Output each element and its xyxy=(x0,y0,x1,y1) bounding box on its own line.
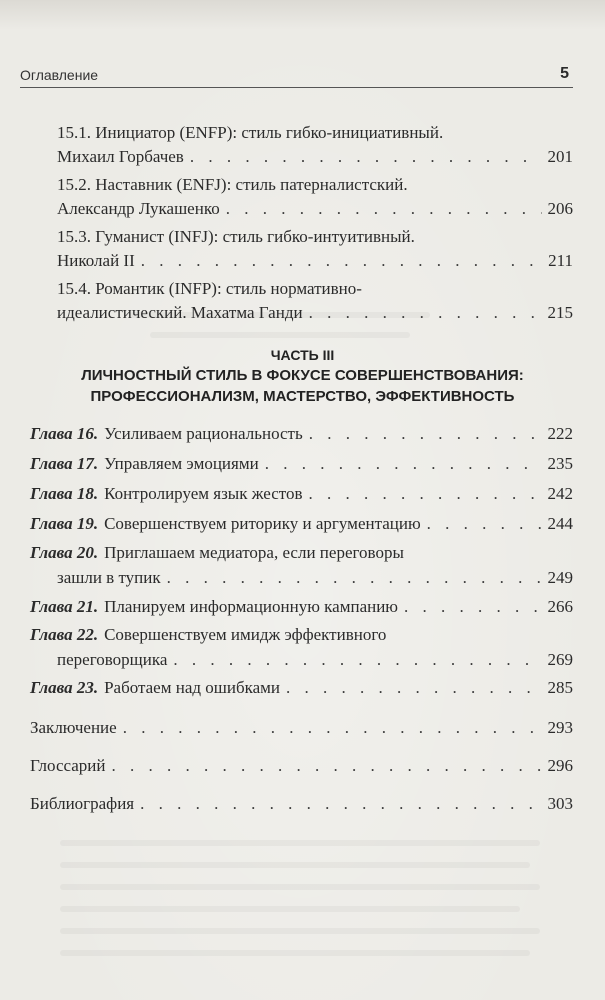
toc-page-number: 293 xyxy=(547,718,573,737)
toc-leader-dots xyxy=(140,792,541,816)
toc-page-number: 266 xyxy=(547,597,573,616)
toc-leader-dots xyxy=(265,452,542,476)
backmatter-title: Глоссарий xyxy=(30,756,106,775)
toc-page-number: 242 xyxy=(547,484,573,503)
toc-backmatter-entry[interactable] xyxy=(30,792,573,816)
toc-page-number: 303 xyxy=(547,794,573,813)
toc-chapter-entry[interactable] xyxy=(30,676,573,700)
toc-chapter-entry[interactable] xyxy=(30,595,573,619)
toc-page-number: 244 xyxy=(547,514,573,533)
toc-entry-title: Михаил Горбачев xyxy=(57,147,184,166)
toc-leader-dots xyxy=(309,482,542,506)
chapter-title: Контролируем язык жестов xyxy=(104,484,303,503)
chapter-label: Глава 20. xyxy=(30,543,99,562)
chapter-label: Глава 21. xyxy=(30,597,99,616)
toc-leader-dots xyxy=(404,595,541,619)
show-through-text xyxy=(60,950,530,956)
toc-entry-title: Николай II xyxy=(57,251,135,270)
header-section-title: Оглавление xyxy=(20,67,99,83)
toc-page-number: 285 xyxy=(547,678,573,697)
toc-chapter-entry[interactable] xyxy=(30,452,573,476)
chapter-title: Совершенствуем риторику и аргументацию xyxy=(104,514,421,533)
toc-page-number: 211 xyxy=(548,251,573,270)
page-top-shadow xyxy=(0,0,605,30)
toc-page-number: 206 xyxy=(547,199,573,218)
chapter-title: Работаем над ошибками xyxy=(104,678,281,697)
toc-leader-dots xyxy=(190,145,542,169)
toc-entry[interactable] xyxy=(57,197,573,221)
toc-section-title: 15.1. Инициатор (ENFP): стиль гибко-инициативный. xyxy=(57,123,444,142)
chapter-label: Глава 22. xyxy=(30,625,99,644)
toc-leader-dots xyxy=(226,197,542,221)
toc-entry[interactable] xyxy=(57,301,573,325)
toc-leader-dots xyxy=(141,249,542,273)
chapter-label: Глава 23. xyxy=(30,678,99,697)
part-title: ЛИЧНОСТНЫЙ СТИЛЬ В ФОКУСЕ СОВЕРШЕНСТВОВАНИЯ: xyxy=(81,367,524,384)
toc-page-number: 269 xyxy=(547,650,573,669)
toc-page-number: 201 xyxy=(547,147,573,166)
chapter-title-first-line xyxy=(30,623,386,647)
toc-chapter-entry[interactable] xyxy=(57,566,573,590)
show-through-text xyxy=(60,862,530,868)
chapter-title: Управляем эмоциями xyxy=(104,454,259,473)
toc-leader-dots xyxy=(286,676,541,700)
show-through-text xyxy=(60,840,540,846)
toc-page-number: 249 xyxy=(547,568,573,587)
toc-entry-title: идеалистический. Махатма Ганди xyxy=(57,303,303,322)
part-title: ПРОФЕССИОНАЛИЗМ, МАСТЕРСТВО, ЭФФЕКТИВНОСТЬ xyxy=(90,388,515,405)
header-rule xyxy=(20,87,573,88)
toc-section-title: 15.2. Наставник (ENFJ): стиль патерналистский. xyxy=(57,175,408,194)
toc-page-number: 235 xyxy=(547,454,573,473)
toc-backmatter-entry[interactable] xyxy=(30,716,573,740)
toc-leader-dots xyxy=(123,716,542,740)
toc-section-title: 15.3. Гуманист (INFJ): стиль гибко-интуитивный. xyxy=(57,227,415,246)
show-through-text xyxy=(60,928,540,934)
chapter-title-continued: зашли в тупик xyxy=(57,568,161,587)
toc-leader-dots xyxy=(309,422,542,446)
chapter-label: Глава 17. xyxy=(30,454,99,473)
toc-chapter-entry[interactable] xyxy=(57,648,573,672)
backmatter-title: Заключение xyxy=(30,718,117,737)
toc-leader-dots xyxy=(167,566,542,590)
header-page-number: 5 xyxy=(560,65,569,82)
show-through-text xyxy=(150,332,410,338)
show-through-text xyxy=(60,906,520,912)
toc-chapter-entry[interactable] xyxy=(30,512,573,536)
toc-page-number: 296 xyxy=(547,756,573,775)
toc-backmatter-entry[interactable] xyxy=(30,754,573,778)
chapter-title: Усиливаем рациональность xyxy=(104,424,303,443)
toc-section-title: 15.4. Романтик (INFP): стиль нормативно- xyxy=(57,279,362,298)
toc-page-number: 215 xyxy=(547,303,573,322)
toc-chapter-entry[interactable] xyxy=(30,482,573,506)
chapter-label: Глава 18. xyxy=(30,484,99,503)
chapter-title-first-line xyxy=(30,541,404,565)
toc-leader-dots xyxy=(173,648,541,672)
toc-page-number: 222 xyxy=(547,424,573,443)
backmatter-title: Библиография xyxy=(30,794,135,813)
toc-entry[interactable] xyxy=(57,145,573,169)
chapter-label: Глава 16. xyxy=(30,424,99,443)
toc-entry[interactable] xyxy=(57,249,573,273)
chapter-title-continued: переговорщика xyxy=(57,650,168,669)
toc-leader-dots xyxy=(427,512,542,536)
chapter-title: Приглашаем медиатора, если переговоры xyxy=(104,543,404,562)
chapter-label: Глава 19. xyxy=(30,514,99,533)
toc-leader-dots xyxy=(309,301,542,325)
running-header xyxy=(20,63,573,87)
part-number: ЧАСТЬ III xyxy=(270,347,335,363)
chapter-title: Совершенствуем имидж эффективного xyxy=(104,625,387,644)
chapter-title: Планируем информационную кампанию xyxy=(104,597,399,616)
toc-chapter-entry[interactable] xyxy=(30,422,573,446)
toc-entry-title: Александр Лукашенко xyxy=(57,199,220,218)
show-through-text xyxy=(60,884,540,890)
toc-leader-dots xyxy=(112,754,542,778)
